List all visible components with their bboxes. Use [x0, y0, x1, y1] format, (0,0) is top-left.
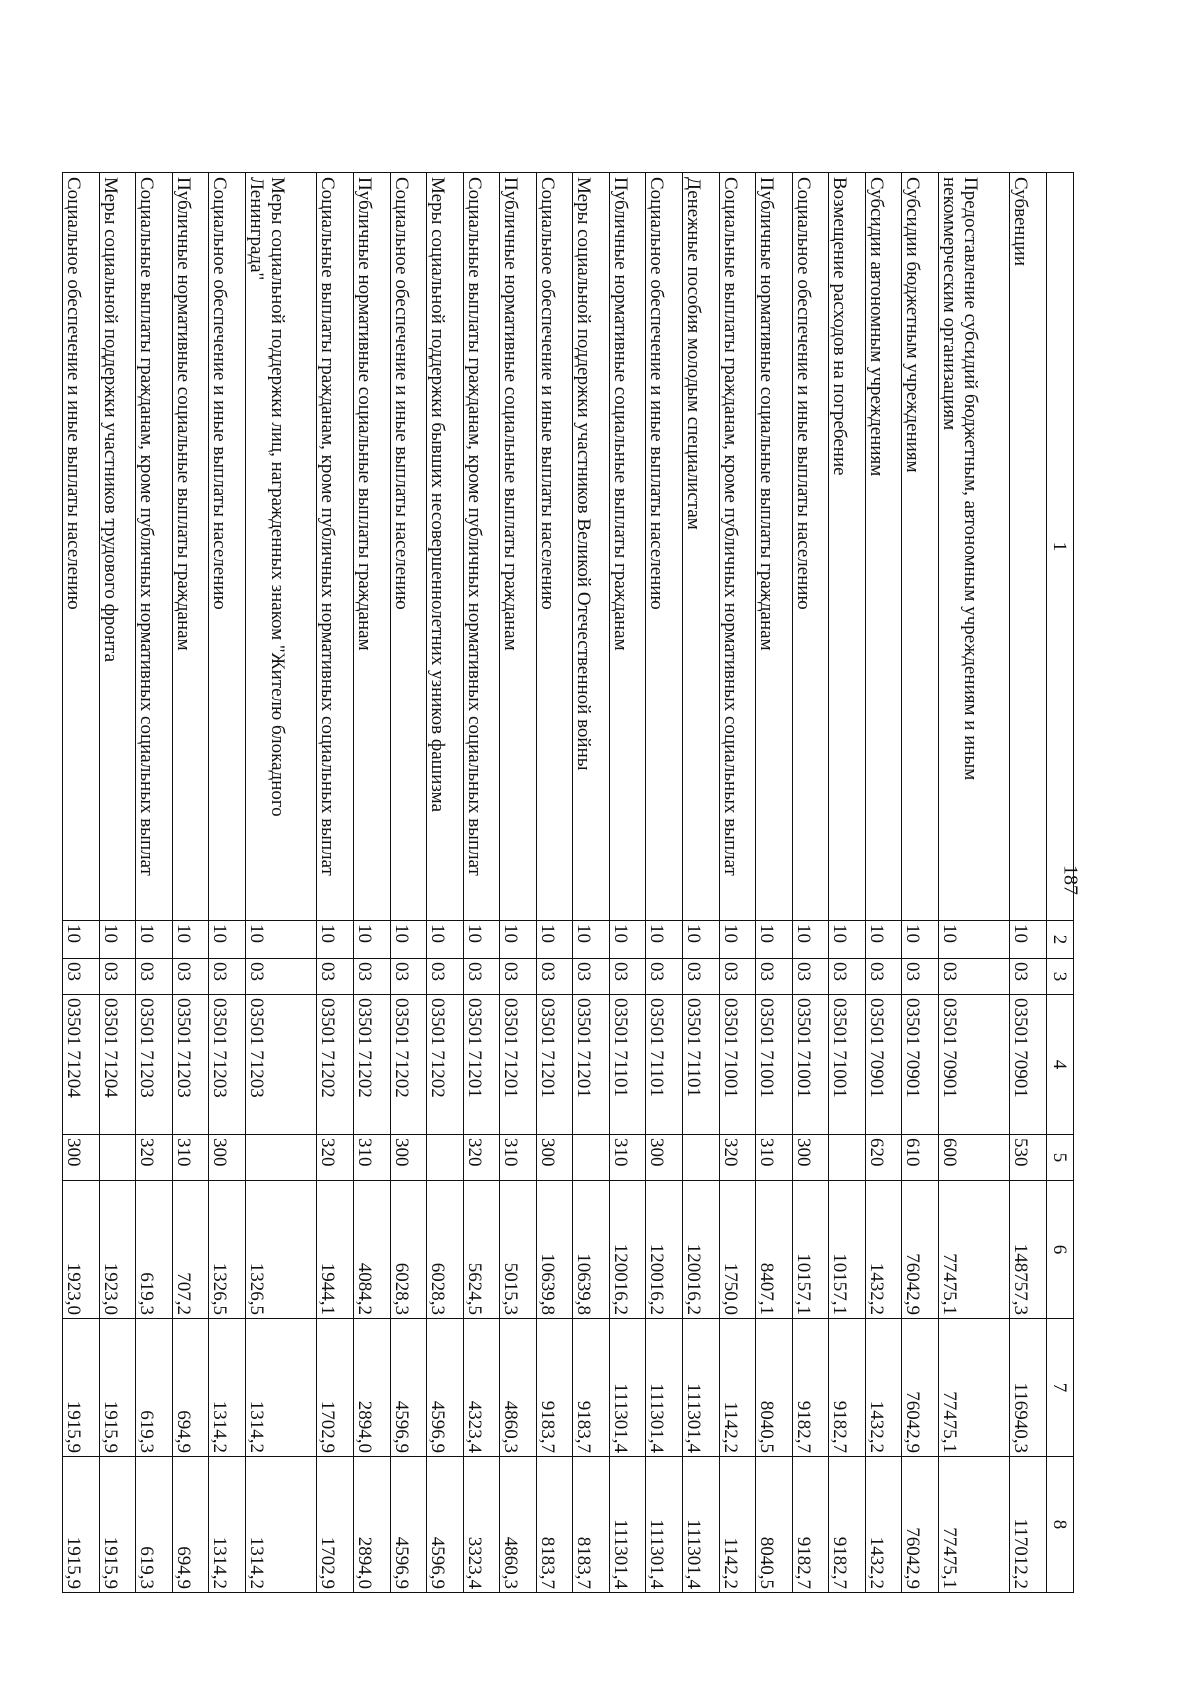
description-cell: Социальное обеспечение и иные выплаты населению [646, 173, 683, 921]
expense-type-cell: 300 [792, 1135, 829, 1181]
amount-col-8-cell: 2894,0 [353, 1457, 390, 1593]
amount-col-7-cell: 1314,2 [245, 1319, 316, 1457]
description-cell: Социальные выплаты гражданам, кроме публичных нормативных социальных выплат [317, 173, 354, 921]
description-cell: Социальные выплаты гражданам, кроме публичных нормативных социальных выплат [719, 173, 756, 921]
description-cell: Субсидии автономным учреждениям [865, 173, 902, 921]
section-code-cell: 10 [756, 921, 793, 959]
amount-col-6-cell: 6028,3 [390, 1181, 427, 1319]
header-col-4: 4 [1047, 995, 1074, 1135]
amount-col-6-cell: 1923,0 [63, 1181, 100, 1319]
amount-col-6-cell: 619,3 [136, 1181, 173, 1319]
header-col-5: 5 [1047, 1135, 1074, 1181]
description-cell: Социальное обеспечение и иные выплаты населению [209, 173, 246, 921]
amount-col-6-cell: 1326,5 [245, 1181, 316, 1319]
description-cell: Социальное обеспечение и иные выплаты населению [390, 173, 427, 921]
table-row [172, 173, 209, 1593]
amount-col-6-cell: 1944,1 [317, 1181, 354, 1319]
amount-col-7-cell: 1702,9 [317, 1319, 354, 1457]
amount-col-7-cell: 76042,9 [902, 1319, 939, 1457]
header-col-6: 6 [1047, 1181, 1074, 1319]
amount-col-7-cell: 2894,0 [353, 1319, 390, 1457]
subsection-code-cell: 03 [209, 959, 246, 995]
table-body [63, 173, 1047, 1593]
target-article-cell: 03501 70901 [1010, 995, 1047, 1135]
amount-col-8-cell: 1702,9 [317, 1457, 354, 1593]
section-code-cell: 10 [245, 921, 316, 959]
description-cell: Денежные пособия молодым специалистам [683, 173, 720, 921]
expense-type-cell: 320 [136, 1135, 173, 1181]
amount-col-7-cell: 77475,1 [938, 1319, 1009, 1457]
table-row [390, 173, 427, 1593]
target-article-cell: 03501 71101 [683, 995, 720, 1135]
expense-type-cell: 300 [390, 1135, 427, 1181]
header-row [1047, 173, 1074, 1593]
amount-col-7-cell: 4860,3 [500, 1319, 537, 1457]
amount-col-8-cell: 8040,5 [756, 1457, 793, 1593]
section-code-cell: 10 [353, 921, 390, 959]
expense-type-cell [829, 1135, 866, 1181]
description-cell: Социальное обеспечение и иные выплаты населению [536, 173, 573, 921]
description-cell: Возмещение расходов на погребение [829, 173, 866, 921]
table-row [99, 173, 136, 1593]
amount-col-8-cell: 619,3 [136, 1457, 173, 1593]
table-row [1010, 173, 1047, 1593]
subsection-code-cell: 03 [683, 959, 720, 995]
section-code-cell: 10 [609, 921, 646, 959]
table-row [317, 173, 354, 1593]
budget-table [62, 172, 1074, 1593]
amount-col-7-cell: 111301,4 [609, 1319, 646, 1457]
description-cell: Социальные выплаты гражданам, кроме публичных нормативных социальных выплат [463, 173, 500, 921]
target-article-cell: 03501 71202 [427, 995, 464, 1135]
target-article-cell: 03501 71001 [719, 995, 756, 1135]
amount-col-6-cell: 10639,8 [573, 1181, 610, 1319]
description-cell: Предоставление субсидий бюджетным, автономным учреждениям и иным некоммерческим организациям [938, 173, 1009, 921]
expense-type-cell [99, 1135, 136, 1181]
expense-type-cell: 300 [646, 1135, 683, 1181]
amount-col-6-cell: 76042,9 [902, 1181, 939, 1319]
amount-col-8-cell: 111301,4 [646, 1457, 683, 1593]
amount-col-7-cell: 1915,9 [99, 1319, 136, 1457]
section-code-cell: 10 [719, 921, 756, 959]
subsection-code-cell: 03 [63, 959, 100, 995]
expense-type-cell [427, 1135, 464, 1181]
section-code-cell: 10 [99, 921, 136, 959]
target-article-cell: 03501 71101 [609, 995, 646, 1135]
amount-col-7-cell: 1432,2 [865, 1319, 902, 1457]
amount-col-6-cell: 707,2 [172, 1181, 209, 1319]
target-article-cell: 03501 70901 [902, 995, 939, 1135]
description-cell: Меры социальной поддержки лиц, награжденных знаком "Жителю блокадного Ленинграда" [245, 173, 316, 921]
amount-col-6-cell: 5015,3 [500, 1181, 537, 1319]
section-code-cell: 10 [573, 921, 610, 959]
table-row [902, 173, 939, 1593]
section-code-cell: 10 [1010, 921, 1047, 959]
target-article-cell: 03501 71203 [172, 995, 209, 1135]
target-article-cell: 03501 70901 [865, 995, 902, 1135]
amount-col-6-cell: 1750,0 [719, 1181, 756, 1319]
section-code-cell: 10 [317, 921, 354, 959]
target-article-cell: 03501 71204 [63, 995, 100, 1135]
target-article-cell: 03501 71203 [136, 995, 173, 1135]
amount-col-8-cell: 77475,1 [938, 1457, 1009, 1593]
expense-type-cell: 310 [500, 1135, 537, 1181]
amount-col-8-cell: 4596,9 [390, 1457, 427, 1593]
expense-type-cell: 300 [536, 1135, 573, 1181]
amount-col-8-cell: 1314,2 [209, 1457, 246, 1593]
subsection-code-cell: 03 [902, 959, 939, 995]
amount-col-8-cell: 117012,2 [1010, 1457, 1047, 1593]
section-code-cell: 10 [136, 921, 173, 959]
description-cell: Публичные нормативные социальные выплаты гражданам [172, 173, 209, 921]
section-code-cell: 10 [792, 921, 829, 959]
target-article-cell: 03501 71201 [463, 995, 500, 1135]
header-col-7: 7 [1047, 1319, 1074, 1457]
table-row [683, 173, 720, 1593]
amount-col-7-cell: 9182,7 [829, 1319, 866, 1457]
amount-col-6-cell: 120016,2 [609, 1181, 646, 1319]
target-article-cell: 03501 71202 [317, 995, 354, 1135]
amount-col-7-cell: 1915,9 [63, 1319, 100, 1457]
expense-type-cell: 310 [609, 1135, 646, 1181]
target-article-cell: 03501 71203 [209, 995, 246, 1135]
description-cell: Социальное обеспечение и иные выплаты населению [792, 173, 829, 921]
amount-col-6-cell: 120016,2 [646, 1181, 683, 1319]
expense-type-cell: 600 [938, 1135, 1009, 1181]
amount-col-8-cell: 76042,9 [902, 1457, 939, 1593]
table-row [536, 173, 573, 1593]
target-article-cell: 03501 71201 [500, 995, 537, 1135]
amount-col-8-cell: 9182,7 [792, 1457, 829, 1593]
subsection-code-cell: 03 [317, 959, 354, 995]
section-code-cell: 10 [500, 921, 537, 959]
amount-col-7-cell: 4596,9 [390, 1319, 427, 1457]
amount-col-8-cell: 3323,4 [463, 1457, 500, 1593]
amount-col-7-cell: 111301,4 [683, 1319, 720, 1457]
subsection-code-cell: 03 [245, 959, 316, 995]
page-number: 187 [1059, 865, 1082, 895]
amount-col-7-cell: 619,3 [136, 1319, 173, 1457]
table-row [646, 173, 683, 1593]
amount-col-6-cell: 4084,2 [353, 1181, 390, 1319]
description-cell: Субсидии бюджетным учреждениям [902, 173, 939, 921]
subsection-code-cell: 03 [427, 959, 464, 995]
subsection-code-cell: 03 [646, 959, 683, 995]
amount-col-6-cell: 5624,5 [463, 1181, 500, 1319]
amount-col-7-cell: 4323,4 [463, 1319, 500, 1457]
amount-col-6-cell: 1326,5 [209, 1181, 246, 1319]
description-cell: Меры социальной поддержки бывших несовершеннолетних узников фашизма [427, 173, 464, 921]
amount-col-6-cell: 120016,2 [683, 1181, 720, 1319]
section-code-cell: 10 [172, 921, 209, 959]
expense-type-cell [683, 1135, 720, 1181]
expense-type-cell [245, 1135, 316, 1181]
table-row [829, 173, 866, 1593]
subsection-code-cell: 03 [938, 959, 1009, 995]
table-row [573, 173, 610, 1593]
target-article-cell: 03501 71101 [646, 995, 683, 1135]
expense-type-cell: 320 [719, 1135, 756, 1181]
subsection-code-cell: 03 [390, 959, 427, 995]
expense-type-cell: 610 [902, 1135, 939, 1181]
table-row [136, 173, 173, 1593]
target-article-cell: 03501 71001 [756, 995, 793, 1135]
amount-col-8-cell: 4596,9 [427, 1457, 464, 1593]
subsection-code-cell: 03 [829, 959, 866, 995]
section-code-cell: 10 [427, 921, 464, 959]
description-cell: Меры социальной поддержки участников трудового фронта [99, 173, 136, 921]
amount-col-8-cell: 4860,3 [500, 1457, 537, 1593]
description-cell: Социальные выплаты гражданам, кроме публичных нормативных социальных выплат [136, 173, 173, 921]
description-cell: Субвенции [1010, 173, 1047, 921]
table-row [938, 173, 1009, 1593]
table-row [609, 173, 646, 1593]
table-row [756, 173, 793, 1593]
section-code-cell: 10 [536, 921, 573, 959]
amount-col-8-cell: 8183,7 [536, 1457, 573, 1593]
subsection-code-cell: 03 [1010, 959, 1047, 995]
amount-col-7-cell: 9183,7 [573, 1319, 610, 1457]
amount-col-7-cell: 4596,9 [427, 1319, 464, 1457]
rotated-table-frame [62, 172, 1074, 1592]
subsection-code-cell: 03 [756, 959, 793, 995]
budget-table-container [62, 172, 1074, 1592]
table-row [463, 173, 500, 1593]
amount-col-7-cell: 9183,7 [536, 1319, 573, 1457]
subsection-code-cell: 03 [353, 959, 390, 995]
expense-type-cell: 300 [63, 1135, 100, 1181]
target-article-cell: 03501 71001 [792, 995, 829, 1135]
subsection-code-cell: 03 [865, 959, 902, 995]
table-row [865, 173, 902, 1593]
subsection-code-cell: 03 [99, 959, 136, 995]
amount-col-8-cell: 8183,7 [573, 1457, 610, 1593]
section-code-cell: 10 [63, 921, 100, 959]
section-code-cell: 10 [646, 921, 683, 959]
target-article-cell: 03501 71001 [829, 995, 866, 1135]
subsection-code-cell: 03 [573, 959, 610, 995]
amount-col-6-cell: 148757,3 [1010, 1181, 1047, 1319]
subsection-code-cell: 03 [500, 959, 537, 995]
expense-type-cell [573, 1135, 610, 1181]
description-cell: Публичные нормативные социальные выплаты гражданам [500, 173, 537, 921]
amount-col-8-cell: 9182,7 [829, 1457, 866, 1593]
target-article-cell: 03501 71202 [390, 995, 427, 1135]
expense-type-cell: 320 [463, 1135, 500, 1181]
amount-col-6-cell: 8407,1 [756, 1181, 793, 1319]
amount-col-6-cell: 1923,0 [99, 1181, 136, 1319]
amount-col-6-cell: 10157,1 [829, 1181, 866, 1319]
target-article-cell: 03501 70901 [938, 995, 1009, 1135]
section-code-cell: 10 [209, 921, 246, 959]
subsection-code-cell: 03 [136, 959, 173, 995]
target-article-cell: 03501 71201 [573, 995, 610, 1135]
subsection-code-cell: 03 [463, 959, 500, 995]
table-row [63, 173, 100, 1593]
expense-type-cell: 300 [209, 1135, 246, 1181]
amount-col-6-cell: 77475,1 [938, 1181, 1009, 1319]
subsection-code-cell: 03 [536, 959, 573, 995]
table-row [500, 173, 537, 1593]
header-col-8: 8 [1047, 1457, 1074, 1593]
amount-col-8-cell: 1432,2 [865, 1457, 902, 1593]
amount-col-8-cell: 694,9 [172, 1457, 209, 1593]
amount-col-7-cell: 116940,3 [1010, 1319, 1047, 1457]
table-row [792, 173, 829, 1593]
section-code-cell: 10 [829, 921, 866, 959]
amount-col-6-cell: 1432,2 [865, 1181, 902, 1319]
amount-col-8-cell: 111301,4 [609, 1457, 646, 1593]
expense-type-cell: 310 [756, 1135, 793, 1181]
table-row [427, 173, 464, 1593]
target-article-cell: 03501 71203 [245, 995, 316, 1135]
amount-col-7-cell: 9182,7 [792, 1319, 829, 1457]
expense-type-cell: 320 [317, 1135, 354, 1181]
description-cell: Публичные нормативные социальные выплаты гражданам [756, 173, 793, 921]
subsection-code-cell: 03 [609, 959, 646, 995]
description-cell: Социальное обеспечение и иные выплаты населению [63, 173, 100, 921]
expense-type-cell: 620 [865, 1135, 902, 1181]
header-col-1: 1 [1047, 173, 1074, 921]
description-cell: Публичные нормативные социальные выплаты гражданам [609, 173, 646, 921]
subsection-code-cell: 03 [719, 959, 756, 995]
table-row [209, 173, 246, 1593]
table-row [245, 173, 316, 1593]
amount-col-7-cell: 1142,2 [719, 1319, 756, 1457]
target-article-cell: 03501 71201 [536, 995, 573, 1135]
target-article-cell: 03501 71204 [99, 995, 136, 1135]
amount-col-7-cell: 1314,2 [209, 1319, 246, 1457]
table-row [719, 173, 756, 1593]
subsection-code-cell: 03 [792, 959, 829, 995]
section-code-cell: 10 [683, 921, 720, 959]
section-code-cell: 10 [390, 921, 427, 959]
expense-type-cell: 310 [353, 1135, 390, 1181]
table-row [353, 173, 390, 1593]
amount-col-7-cell: 694,9 [172, 1319, 209, 1457]
section-code-cell: 10 [938, 921, 1009, 959]
amount-col-8-cell: 1142,2 [719, 1457, 756, 1593]
amount-col-6-cell: 6028,3 [427, 1181, 464, 1319]
amount-col-8-cell: 1915,9 [63, 1457, 100, 1593]
description-cell: Меры социальной поддержки участников Великой Отечественной войны [573, 173, 610, 921]
amount-col-8-cell: 111301,4 [683, 1457, 720, 1593]
header-col-2: 2 [1047, 921, 1074, 959]
amount-col-6-cell: 10157,1 [792, 1181, 829, 1319]
expense-type-cell: 310 [172, 1135, 209, 1181]
header-col-3: 3 [1047, 959, 1074, 995]
amount-col-7-cell: 8040,5 [756, 1319, 793, 1457]
target-article-cell: 03501 71202 [353, 995, 390, 1135]
amount-col-8-cell: 1915,9 [99, 1457, 136, 1593]
section-code-cell: 10 [463, 921, 500, 959]
amount-col-6-cell: 10639,8 [536, 1181, 573, 1319]
amount-col-7-cell: 111301,4 [646, 1319, 683, 1457]
description-cell: Публичные нормативные социальные выплаты гражданам [353, 173, 390, 921]
expense-type-cell: 530 [1010, 1135, 1047, 1181]
section-code-cell: 10 [865, 921, 902, 959]
amount-col-8-cell: 1314,2 [245, 1457, 316, 1593]
section-code-cell: 10 [902, 921, 939, 959]
subsection-code-cell: 03 [172, 959, 209, 995]
